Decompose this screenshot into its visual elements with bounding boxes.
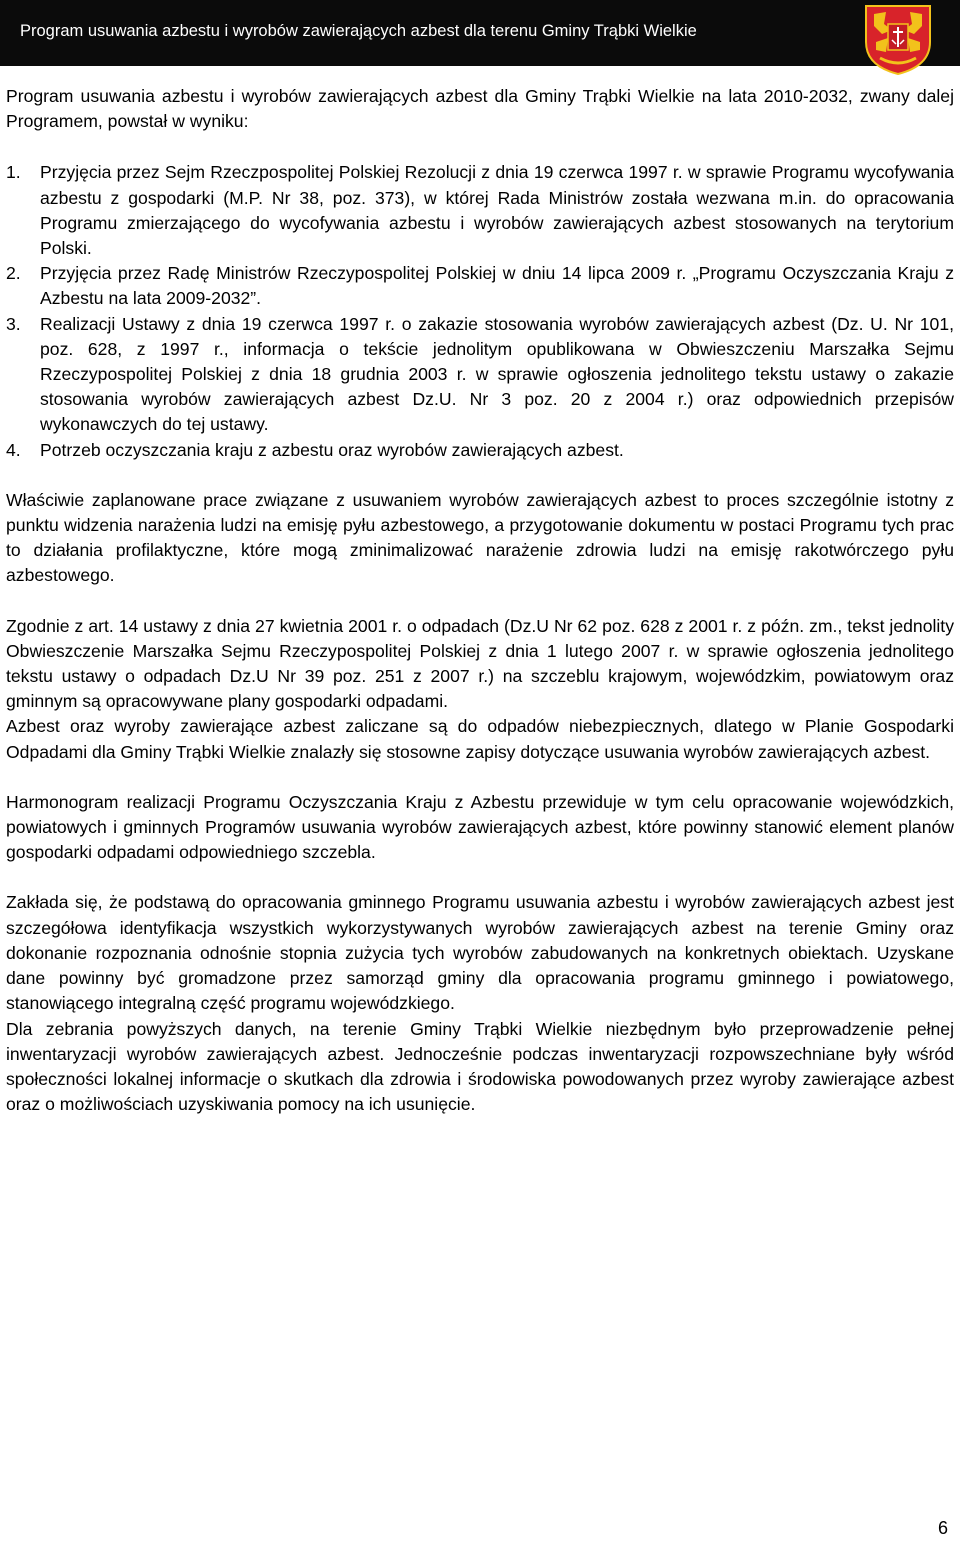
list-item-number: 1. xyxy=(6,162,21,183)
body-paragraph: Azbest oraz wyroby zawierające azbest zaliczane są do odpadów niebezpiecznych, dlatego w Planie Gospodarki Odpadami dla Gminy Trąbki Wielkie znalazły się stosowne zapisy dotyczące usuwania wyrobów zawierających azbest. xyxy=(6,716,954,762)
list-item xyxy=(6,261,954,311)
document-body xyxy=(6,84,954,1117)
coat-of-arms-icon xyxy=(862,2,934,76)
list-item xyxy=(6,438,954,463)
list-item-number: 3. xyxy=(6,313,21,334)
reasons-list xyxy=(6,160,954,462)
list-item xyxy=(6,160,954,261)
header-title: Program usuwania azbestu i wyrobów zawierających azbest dla terenu Gminy Trąbki Wielkie xyxy=(20,22,697,40)
list-item-text: Potrzeb oczyszczania kraju z azbestu oraz wyrobów zawierających azbest. xyxy=(40,439,624,460)
list-item-number: 2. xyxy=(6,263,21,284)
intro-paragraph: Program usuwania azbestu i wyrobów zawierających azbest dla Gminy Trąbki Wielkie na lata 2010-2032, zwany dalej Programem, powstał w wyniku: xyxy=(6,86,954,132)
list-item-text: Przyjęcia przez Sejm Rzeczpospolitej Polskiej Rezolucji z dnia 19 czerwca 1997 r. w sprawie Programu wycofywania azbestu z gospodarki (M.P. Nr 38, poz. 373), w której Rada Ministrów została wezwana m.in. do opracowania Programu zmierzającego do wycofywania azbestu i wyrobów zawierających azbest stosowanych na terytorium Polski. xyxy=(40,162,954,259)
list-item-text: Przyjęcia przez Radę Ministrów Rzeczypospolitej Polskiej w dniu 14 lipca 2009 r. „Programu Oczyszczania Kraju z Azbestu na lata 2009-2032”. xyxy=(40,263,954,309)
page-number: 6 xyxy=(938,1518,949,1538)
list-item-text: Realizacji Ustawy z dnia 19 czerwca 1997 r. o zakazie stosowania wyrobów zawierających azbest (Dz. U. Nr 101, poz. 628, z 1997 r., informacja o tekście jednolitym opublikowana w Obwieszczeniu Marszałka Sejmu Rzeczypospolitej Polskiej z dnia 18 grudnia 2003 r. w sprawie ogłoszenia jednolitego tekstu ustawy o zakazie stosowania wyrobów zawierających azbest Dz.U. Nr 3 poz. 20 z 2004 r.) oraz odpowiednich przepisów wykonawczych do tej ustawy. xyxy=(40,313,954,435)
list-item xyxy=(6,312,954,438)
body-paragraph: Harmonogram realizacji Programu Oczyszczania Kraju z Azbestu przewiduje w tym celu opracowanie wojewódzkich, powiatowych i gminnych Programów usuwania wyrobów zawierających azbest, które powinny stanowić element planów gospodarki odpadami odpowiedniego szczebla. xyxy=(6,791,954,863)
body-paragraph: Dla zebrania powyższych danych, na terenie Gminy Trąbki Wielkie niezbędnym było przeprowadzenie pełnej inwentaryzacji wyrobów zawierających azbest. Jednocześnie podczas inwentaryzacji rozpowszechniane były wśród społeczności lokalnej informacje o skutkach dla zdrowia i środowiska powodowanych przez wyroby zawierające azbest oraz o możliwościach uzyskiwania pomocy na ich usunięcie. xyxy=(6,1018,954,1115)
body-paragraph: Zakłada się, że podstawą do opracowania gminnego Programu usuwania azbestu i wyrobów zawierających azbest jest szczegółowa identyfikacja wszystkich wykorzystywanych wyrobów zawierających azbest na terenie Gminy oraz dokonanie rozpoznania odnośnie stopnia zużycia tych wyrobów zabudowanych na konkretnych obiektach. Uzyskane dane powinny być gromadzone przez samorząd gminy dla opracowania programu gminnego i powiatowego, stanowiącego integralną część programu wojewódzkiego. xyxy=(6,892,954,1014)
page-header xyxy=(0,0,960,66)
list-item-number: 4. xyxy=(6,439,21,460)
body-paragraph: Właściwie zaplanowane prace związane z usuwaniem wyrobów zawierających azbest to proces szczególnie istotny z punktu widzenia narażenia ludzi na emisję pyłu azbestowego, a przygotowanie dokumentu w postaci Programu tych prac to działania profilaktyczne, które mogą zminimalizować narażenie zdrowia ludzi na emisję rakotwórczego pyłu azbestowego. xyxy=(6,489,954,586)
body-paragraph: Zgodnie z art. 14 ustawy z dnia 27 kwietnia 2001 r. o odpadach (Dz.U Nr 62 poz. 628 z 2001 r. z późn. zm., tekst jednolity Obwieszczenie Marszałka Sejmu Rzeczypospolitej Polskiej z dnia 1 lutego 2007 r. w sprawie ogłoszenia jednolitego tekstu ustawy o odpadach Dz.U Nr 39 poz. 251 z 2007 r.) na szczeblu krajowym, wojewódzkim, powiatowym oraz gminnym są opracowywane plany gospodarki odpadami. xyxy=(6,615,954,712)
